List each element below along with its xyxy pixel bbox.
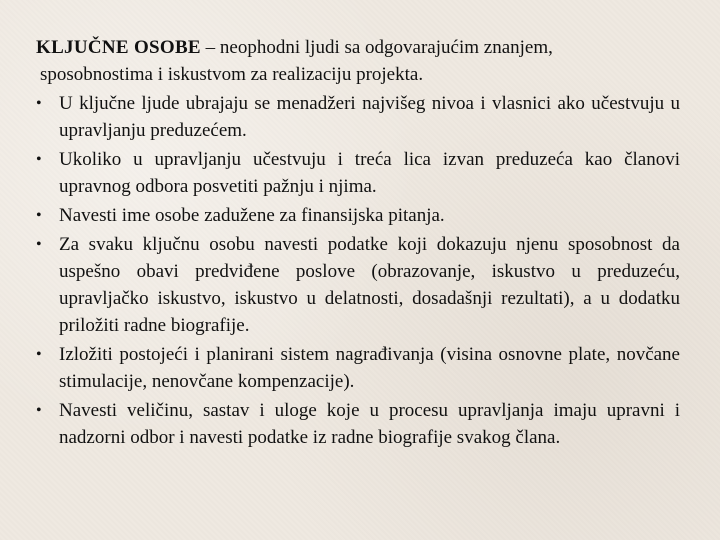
list-item <box>36 202 680 229</box>
list-item-text: Izložiti postojeći i planirani sistem nagrađivanja (visina osnovne plate, novčane stimulacije, nenovčane kompenzacije). <box>59 344 680 392</box>
list-item-text: Ukoliko u upravljanju učestvuju i treća lica izvan preduzeća kao članovi upravnog odbora posvetiti pažnju i njima. <box>59 149 680 197</box>
bullet-list <box>36 90 680 451</box>
list-item <box>36 397 680 451</box>
list-item <box>36 90 680 144</box>
list-item-text: Za svaku ključnu osobu navesti podatke koji dokazuju njenu sposobnost da uspešno obavi predviđene poslove (obrazovanje, iskustvo u preduzeću, upravljačko iskustvo, iskustvo u delatnosti, dosadašnji rezultati), a u dodatku priložiti radne biografije. <box>59 234 680 336</box>
list-item <box>36 231 680 339</box>
list-item <box>36 341 680 395</box>
list-item-text: U ključne ljude ubrajaju se menadžeri najvišeg nivoa i vlasnici ako učestvuju u upravljanju preduzećem. <box>59 93 680 141</box>
bullet-icon: • <box>36 346 42 363</box>
bullet-icon: • <box>36 402 42 419</box>
intro-paragraph <box>36 34 680 88</box>
list-item-text: Navesti ime osobe zadužene za finansijska pitanja. <box>59 205 445 226</box>
bullet-icon: • <box>36 236 42 253</box>
intro-text-line1: – neophodni ljudi sa odgovarajućim znanjem, <box>200 37 553 58</box>
intro-text-line2: sposobnostima i iskustvom za realizaciju projekta. <box>40 64 424 85</box>
bullet-icon: • <box>36 95 42 112</box>
list-item <box>36 146 680 200</box>
bullet-icon: • <box>36 151 42 168</box>
list-item-text: Navesti veličinu, sastav i uloge koje u procesu upravljanja imaju upravni i nadzorni odbor i navesti podatke iz radne biografije svakog člana. <box>59 400 680 448</box>
intro-heading: KLJUČNE OSOBE <box>36 37 201 58</box>
bullet-icon: • <box>36 207 42 224</box>
